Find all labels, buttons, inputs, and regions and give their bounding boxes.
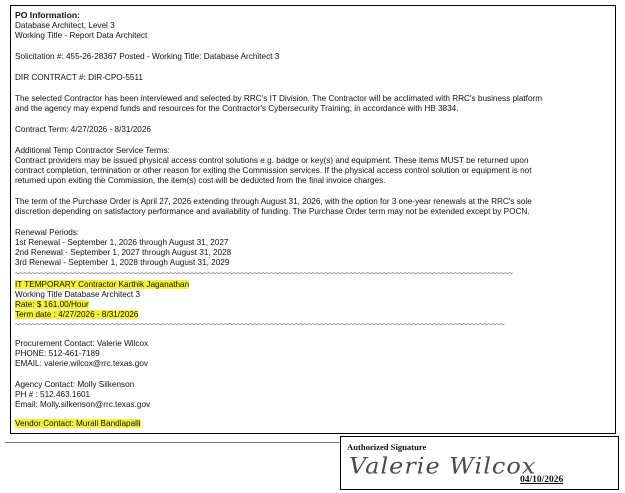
renewal-heading: Renewal Periods:: [15, 228, 80, 237]
authorized-signature-label: Authorized Signature: [347, 442, 427, 452]
contractor-name: [15, 280, 189, 291]
vendor-contact-highlight: Vendor Contact: Murali Bandlapalli: [15, 419, 141, 428]
rate-line: [15, 300, 89, 311]
po-term-line-1: The term of the Purchase Order is April 27, 2026 extending through August 31, 2026, with the option for 3 one-year renewals at the RRC's sole: [15, 197, 532, 206]
agency-contact: Agency Contact: Molly Silkenson: [15, 380, 135, 389]
selection-paragraph-line-1: The selected Contractor has been interviewed and selected by RRC's IT Division. The Contractor will be acclimated with RRC's business platform: [15, 94, 543, 103]
terms-line-2: contract completion, termination or other reason for exiting the Commission services. If the physical access control solution or equipment is not: [15, 166, 532, 175]
contract-term-line: Contract Term: 4/27/2026 - 8/31/2026: [15, 125, 151, 134]
po-info-heading: PO Information:: [15, 10, 80, 20]
po-information-box: [10, 5, 616, 434]
handwritten-signature: Valerie Wilcox: [349, 452, 537, 480]
rate-highlight: Rate: $ 161.00/Hour: [15, 300, 89, 309]
po-term-line-2: discretion depending on satisfactory performance and availability of funding. The Purchase Order term may not be extended except by POCN.: [15, 207, 530, 216]
renewal-period-2: 2nd Renewal - September 1, 2027 through August 31, 2028: [15, 248, 232, 257]
terms-heading: Additional Temp Contractor Service Terms:: [15, 146, 170, 155]
solicitation-line: Solicitation #: 455-26-28367 Posted - Working Title: Database Architect 3: [15, 52, 280, 61]
renewal-period-3: 3rd Renewal - September 1, 2028 through August 31, 2029: [15, 258, 230, 267]
tilde-separator-bottom: ~~~~~~~~~~~~~~~~~~~~~~~~~~~~~~~~~~~~~~~~~~~~~~~~~~~~~~~~~~~~~~~~~~~~~~~~~~~~~~~~~~~~~~~~~~~~~~~~~~~~~~~~~~~~~~~~~~~~~: [15, 320, 505, 329]
term-date-line: [15, 310, 138, 321]
divider-line: [5, 442, 340, 443]
renewal-period-1: 1st Renewal - September 1, 2026 through August 31, 2027: [15, 238, 229, 247]
working-title-line: Working Title - Report Data Architect: [15, 31, 148, 40]
signature-date: 04/10/2026: [520, 475, 564, 485]
term-date-highlight: Term date : 4/27/2026 - 8/31/2026: [15, 310, 139, 319]
contractor-name-highlight: IT TEMPORARY Contractor Karthik Jaganathan: [15, 280, 190, 289]
agency-phone: PH # : 512.463.1601: [15, 390, 91, 399]
selection-paragraph-line-2: and the agency may expend funds and resources for the Contractor's Cybersecurity Training, in accordance with HB 3834.: [15, 104, 459, 113]
role-line: Database Architect, Level 3: [15, 21, 115, 30]
procurement-phone: PHONE: 512-461-7189: [15, 349, 100, 358]
tilde-separator-top: ~~~~~~~~~~~~~~~~~~~~~~~~~~~~~~~~~~~~~~~~~~~~~~~~~~~~~~~~~~~~~~~~~~~~~~~~~~~~~~~~~~~~~~~~~~~~~~~~~~~~~~~~~~~~~~~~~~~~~~~: [15, 269, 513, 278]
contractor-title: Working Title Database Architect 3: [15, 290, 140, 299]
terms-line-1: Contract providers may be issued physical access control solutions e.g. badge or key(s) and equipment. These items MUST be returned upon: [15, 156, 529, 165]
procurement-email: EMAIL: valerie.wilcox@rrc.texas.gov: [15, 359, 148, 368]
terms-line-3: returned upon exiting the Commission, the item(s) cost will be deducted from the final invoice charges.: [15, 176, 386, 185]
vendor-contact: [15, 419, 141, 430]
procurement-contact: Procurement Contact: Valerie Wilcox: [15, 339, 149, 348]
agency-email: Email: Molly.silkenson@rrc.texas.gov: [15, 400, 151, 409]
dir-contract-line: DIR CONTRACT #: DIR-CPO-5511: [15, 73, 143, 82]
